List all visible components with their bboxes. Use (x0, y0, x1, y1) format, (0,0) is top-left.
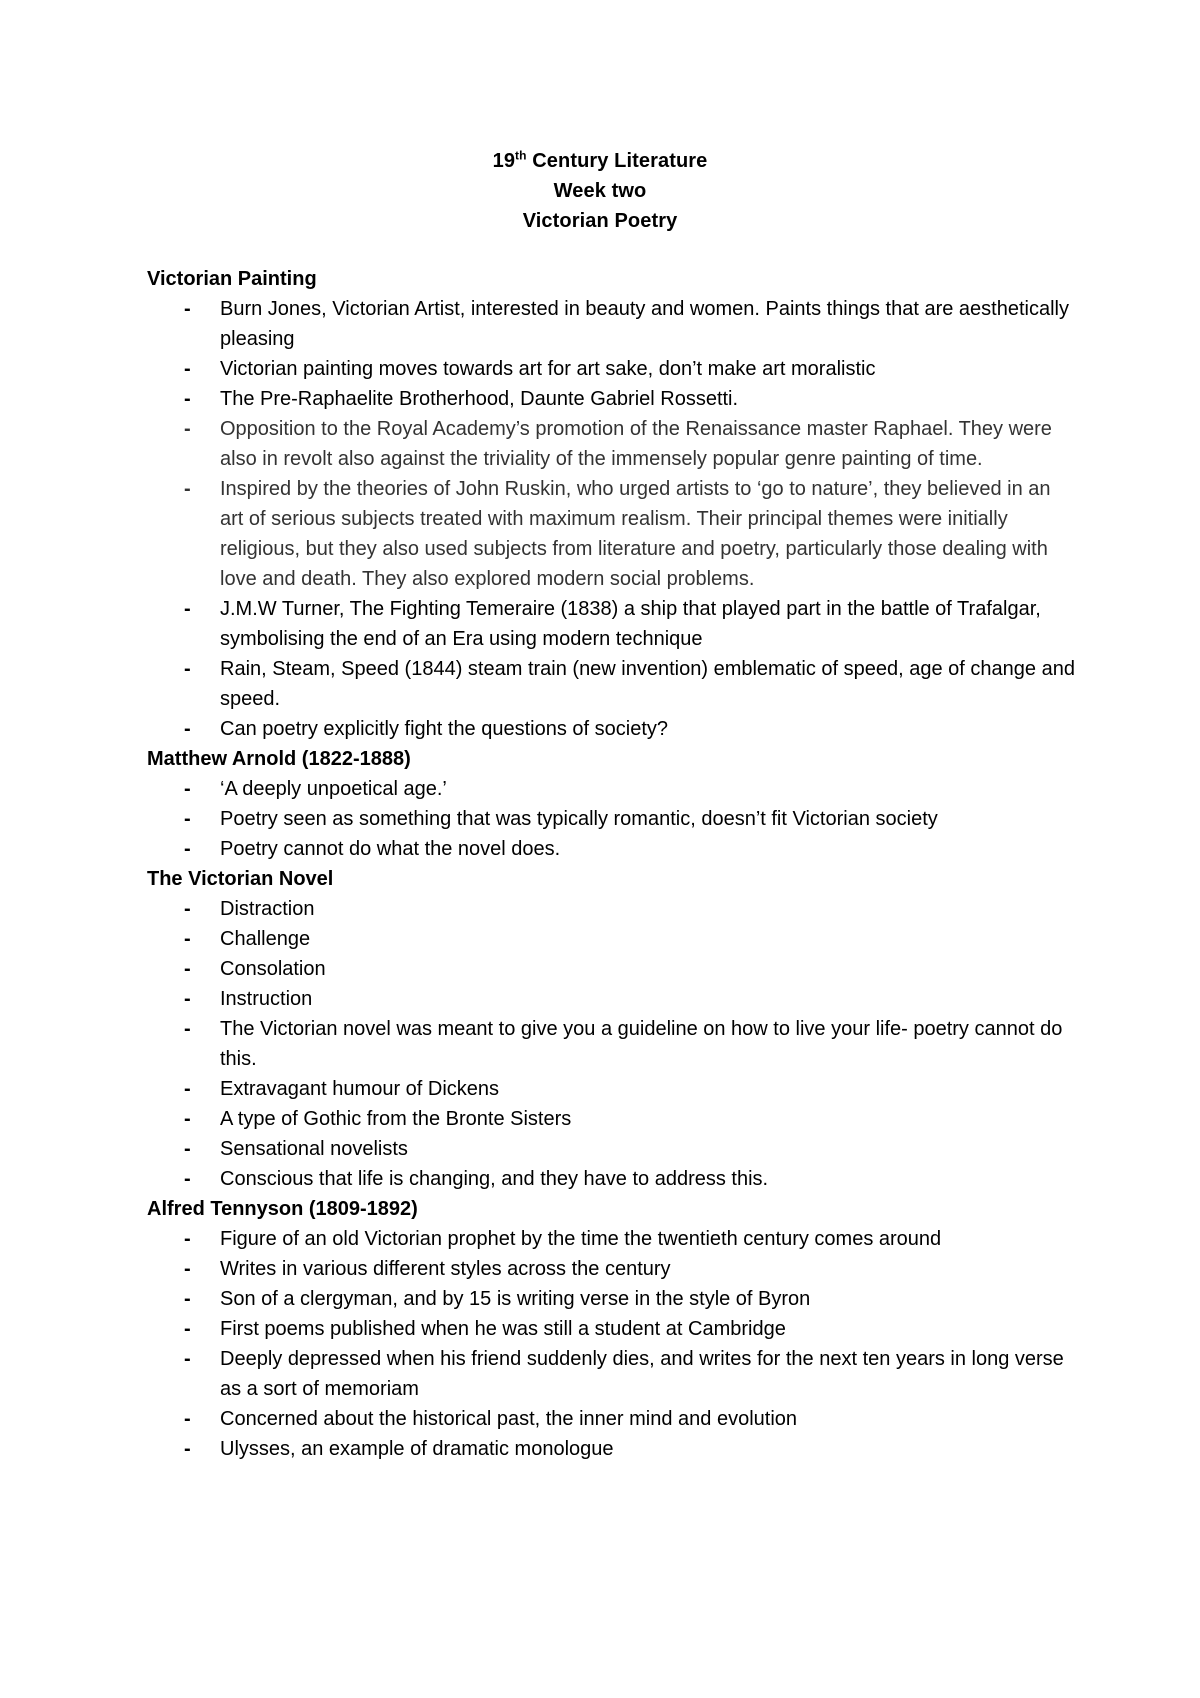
list-item-text: First poems published when he was still a student at Cambridge (220, 1318, 786, 1340)
section-heading: Matthew Arnold (1822-1888) (147, 748, 411, 770)
list-item (147, 1164, 1077, 1194)
section-heading: Alfred Tennyson (1809-1892) (147, 1198, 418, 1220)
list-item-text: Extravagant humour of Dickens (220, 1078, 500, 1100)
section-victorian-novel (147, 864, 1077, 1194)
title-superscript: th (515, 148, 527, 163)
list-item-text: Deeply depressed when his friend suddenly dies, and writes for the next ten years in long verse as a sort of memoriam (220, 1348, 1064, 1400)
list-item-text: Consolation (220, 958, 326, 980)
section-heading: The Victorian Novel (147, 868, 334, 890)
list-item (147, 714, 1077, 744)
list-item (147, 924, 1077, 954)
list-item (147, 804, 1077, 834)
bullet-dash: - (184, 1228, 191, 1250)
bullet-dash: - (184, 418, 191, 440)
bullet-dash: - (184, 718, 191, 740)
bullet-dash: - (184, 598, 191, 620)
bullet-dash: - (184, 778, 191, 800)
section-matthew-arnold (147, 744, 1077, 864)
bullet-dash: - (184, 988, 191, 1010)
bullet-dash: - (184, 1168, 191, 1190)
list-item (147, 894, 1077, 924)
list-item (147, 414, 1077, 474)
list-item (147, 1434, 1077, 1464)
section-heading: Victorian Painting (147, 268, 317, 290)
bullet-dash: - (184, 1078, 191, 1100)
bullet-list (147, 894, 1077, 1194)
bullet-dash: - (184, 928, 191, 950)
document-title (0, 146, 1200, 176)
bullet-list (147, 774, 1077, 864)
list-item-text: Opposition to the Royal Academy’s promotion of the Renaissance master Raphael. They were also in revolt also against the triviality of the immensely popular genre painting of time. (220, 418, 1052, 470)
list-item-text: Challenge (220, 928, 311, 950)
bullet-dash: - (184, 658, 191, 680)
list-item-text: Sensational novelists (220, 1138, 408, 1160)
section-victorian-painting (147, 264, 1077, 744)
list-item-text: Ulysses, an example of dramatic monologue (220, 1438, 614, 1460)
bullet-dash: - (184, 1318, 191, 1340)
list-item-text: Instruction (220, 988, 313, 1010)
document-subtitle: Week two (553, 180, 647, 202)
list-item (147, 1074, 1077, 1104)
list-item (147, 1314, 1077, 1344)
list-item (147, 474, 1077, 594)
list-item (147, 384, 1077, 414)
list-item-text: Inspired by the theories of John Ruskin, who urged artists to ‘go to nature’, they believed in an art of serious subjects treated with maximum realism. Their principal themes were initially religious, but they also used subjects from literature and poetry, particularly those dealing with love and death. They also explored modern social problems. (220, 478, 1051, 590)
list-item (147, 1104, 1077, 1134)
section-alfred-tennyson (147, 1194, 1077, 1464)
list-item-text: Victorian painting moves towards art for art sake, don’t make art moralistic (220, 358, 876, 380)
bullet-dash: - (184, 1138, 191, 1160)
bullet-dash: - (184, 1108, 191, 1130)
list-item (147, 1284, 1077, 1314)
bullet-dash: - (184, 1018, 191, 1040)
bullet-dash: - (184, 478, 191, 500)
list-item-text: Distraction (220, 898, 315, 920)
document-subject: Victorian Poetry (522, 210, 678, 232)
list-item (147, 1344, 1077, 1404)
bullet-dash: - (184, 1288, 191, 1310)
list-item (147, 1014, 1077, 1074)
bullet-dash: - (184, 838, 191, 860)
bullet-list (147, 294, 1077, 744)
title-block (0, 146, 1200, 236)
bullet-dash: - (184, 1348, 191, 1370)
list-item (147, 984, 1077, 1014)
bullet-dash: - (184, 388, 191, 410)
list-item (147, 354, 1077, 384)
list-item-text: The Pre-Raphaelite Brotherhood, Daunte Gabriel Rossetti. (220, 388, 739, 410)
list-item (147, 1404, 1077, 1434)
list-item (147, 774, 1077, 804)
list-item (147, 594, 1077, 654)
bullet-dash: - (184, 1438, 191, 1460)
list-item-text: Conscious that life is changing, and they have to address this. (220, 1168, 769, 1190)
list-item (147, 654, 1077, 714)
bullet-list (147, 1224, 1077, 1464)
bullet-dash: - (184, 808, 191, 830)
list-item-text: Figure of an old Victorian prophet by the time the twentieth century comes around (220, 1228, 942, 1250)
bullet-dash: - (184, 298, 191, 320)
list-item (147, 1134, 1077, 1164)
bullet-dash: - (184, 898, 191, 920)
bullet-dash: - (184, 958, 191, 980)
list-item-text: A type of Gothic from the Bronte Sisters (220, 1108, 572, 1130)
title-number: 19 (492, 150, 516, 172)
list-item-text: Concerned about the historical past, the inner mind and evolution (220, 1408, 798, 1430)
list-item-text: Rain, Steam, Speed (1844) steam train (new invention) emblematic of speed, age of change and speed. (220, 658, 1075, 710)
bullet-dash: - (184, 1408, 191, 1430)
list-item (147, 1254, 1077, 1284)
list-item-text: J.M.W Turner, The Fighting Temeraire (1838) a ship that played part in the battle of Trafalgar, symbolising the end of an Era using modern technique (220, 598, 1041, 650)
list-item-text: ‘A deeply unpoetical age.’ (220, 778, 447, 800)
list-item (147, 954, 1077, 984)
notes-content (147, 264, 1077, 1464)
list-item-text: Poetry seen as something that was typically romantic, doesn’t fit Victorian society (220, 808, 938, 830)
list-item-text: Son of a clergyman, and by 15 is writing verse in the style of Byron (220, 1288, 811, 1310)
list-item-text: Burn Jones, Victorian Artist, interested in beauty and women. Paints things that are aesthetically pleasing (220, 298, 1069, 350)
list-item-text: Can poetry explicitly fight the questions of society? (220, 718, 669, 740)
bullet-dash: - (184, 358, 191, 380)
list-item (147, 294, 1077, 354)
title-text: Century Literature (526, 150, 708, 172)
list-item-text: Writes in various different styles across the century (220, 1258, 671, 1280)
list-item (147, 834, 1077, 864)
list-item (147, 1224, 1077, 1254)
list-item-text: The Victorian novel was meant to give you a guideline on how to live your life- poetry cannot do this. (220, 1018, 1063, 1070)
list-item-text: Poetry cannot do what the novel does. (220, 838, 561, 860)
bullet-dash: - (184, 1258, 191, 1280)
